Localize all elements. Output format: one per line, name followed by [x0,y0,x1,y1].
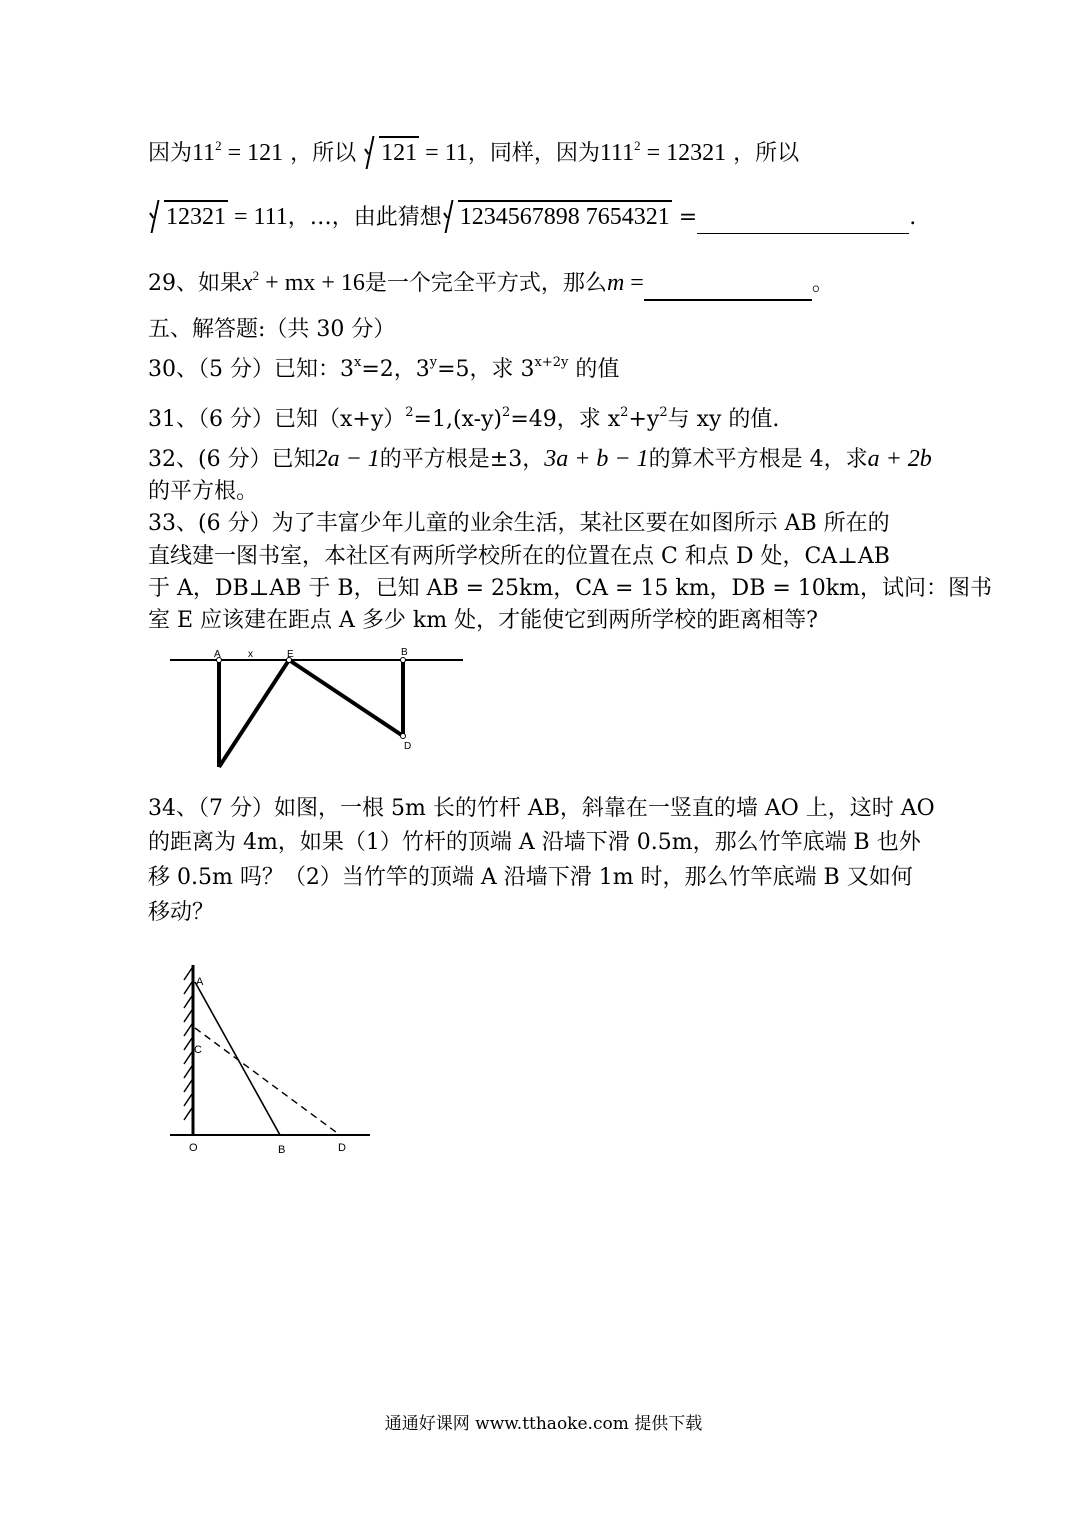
q28-text: . [909,205,917,230]
q28-math: $111^2 = 12321$ [599,138,727,166]
sqrt-long: 1234567898 7654321 [444,200,672,233]
wall-hatching [184,968,192,1120]
pole-cd [195,1028,340,1135]
q33-line2: 直线建一图书室，本社区有两所学校所在的位置在点 C 和点 D 处，CA⊥AB [148,544,890,569]
q29 [148,268,834,301]
q33-line1: 33、(6 分）为了丰富少年儿童的业余生活，某社区要在如图所示 AB 所在的 [148,511,890,536]
label-d: D [338,1142,346,1154]
q28-text: 因为 [148,141,193,166]
sqrt-121: 121 [365,136,419,169]
label-b: B [278,1144,286,1156]
q29-text: 是一个完全平方式，那么 [364,271,607,296]
q34-figure [165,960,380,1160]
q28-text: ，同样，因为 [467,141,600,166]
q28-text: ，所以 [726,141,800,166]
q33-line3: 于 A，DB⊥AB 于 B，已知 AB = 25km，CA = 15 km，DB = 10km，试问：图书 [148,576,992,601]
q33-figure [165,642,470,772]
q34-line2: 的距离为 4m，如果（1）竹杆的顶端 A 沿墙下滑 0.5m，那么竹竿底端 B 也外 [148,830,921,855]
q28-math: = 11 [419,140,468,166]
label-c: C [194,1044,202,1056]
answer-blank[interactable] [697,204,909,234]
label-e: E [287,649,294,660]
q28-line1 [148,136,799,169]
label-x: x [248,649,253,660]
label-b: B [401,647,408,658]
label-a: A [214,649,221,660]
q28-line2 [148,200,916,234]
label-o: O [189,1142,198,1154]
q29-text: 如果 [198,271,243,296]
q31: 31、（6 分）已知$(x+y)^2=1,(x-y)^2=49$，求 $x^2+y^2$与 xy 的值. [148,405,780,432]
q34-line3: 移 0.5m 吗？（2）当竹竿的顶端 A 沿墙下滑 1m 时，那么竹竿底端 B 又如何 [148,865,913,890]
q33-line4: 室 E 应该建在距点 A 多少 km 处，才能使它到两所学校的距离相等? [148,608,818,633]
answer-blank[interactable] [644,270,812,301]
segment-ce [219,660,289,767]
q29-m: m [606,270,625,296]
sqrt-12321: 12321 [150,200,228,233]
section-heading: 五、解答题:（共 30 分） [148,317,396,342]
segment-ed [289,660,403,736]
q28-text: = [671,205,698,230]
q34-line1: 34、（7 分）如图，一根 5m 长的竹杆 AB，斜靠在一竖直的墙 AO 上，这时 AO [148,796,935,821]
footer: 通通好课网 www.tthaoke.com 提供下载 [384,1414,703,1434]
q29-num: 29、 [148,271,198,296]
label-a: A [196,976,204,988]
q28-math: $11^2 = 121$ [192,138,284,166]
q32-line1: 32、(6 分）已知2a − 1的平方根是±3，3a + b − 1的算术平方根是 4，求a + 2b [148,446,932,472]
q29-text: 。 [811,271,834,296]
label-d: D [404,741,412,752]
q29-eq: = [624,270,644,296]
q28-math: = 111 [228,204,288,230]
q32-line2: 的平方根。 [148,479,259,504]
q30: 30、（5 分）已知：$3^x=2$，$3^y=5$，求 $3^{x+2y}$ 的值 [148,355,620,382]
point-d [401,734,406,739]
q28-text: ，…，由此猜想 [287,205,442,230]
q28-text: ，所以 [283,141,364,166]
q34-line4: 移动？ [148,900,215,925]
q29-math: $x^2$ + mx + 16 [242,268,365,296]
point-b [401,658,406,663]
